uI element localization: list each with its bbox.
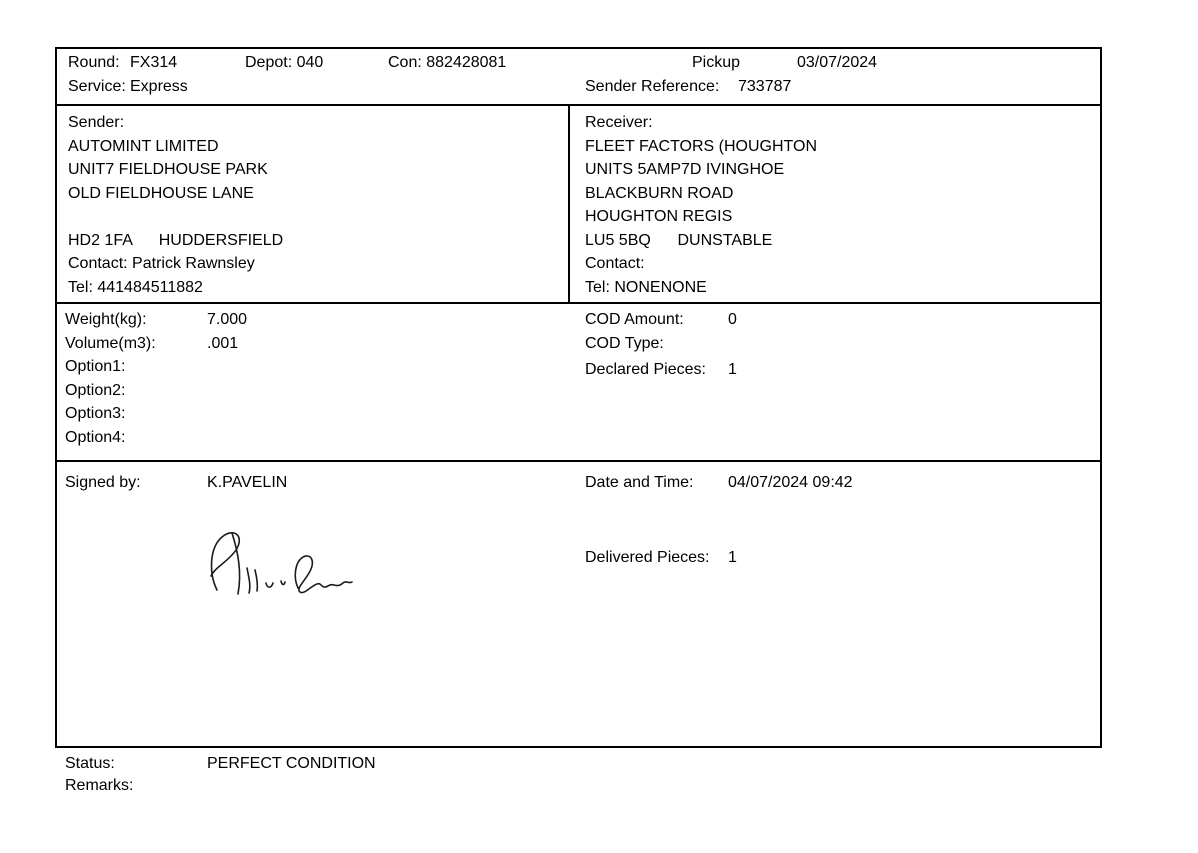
cod-type-row: [585, 332, 1100, 356]
shipment-details-cell: [57, 308, 570, 449]
parties-section: [57, 106, 1100, 304]
datetime-row: [585, 471, 1100, 494]
signature-section: [57, 462, 1100, 746]
delivery-note-box: [55, 47, 1102, 748]
signed-by-row: [65, 471, 570, 494]
pickup-date: 03/07/2024: [797, 54, 878, 71]
option2-row: [65, 379, 570, 403]
receiver-tel: [585, 276, 1090, 300]
sender-tel: [68, 276, 558, 300]
option2-label: Option2:: [65, 381, 126, 399]
sender-contact-value: Patrick Rawnsley: [132, 255, 255, 272]
round-value: FX314: [130, 54, 178, 71]
receiver-contact-label: Contact:: [585, 255, 645, 272]
sender-cell: [57, 106, 570, 302]
sender-tel-value: 441484511882: [97, 278, 203, 296]
sender-address-line: OLD FIELDHOUSE LANE: [68, 184, 254, 202]
receiver-address-line: UNITS 5AMP7D IVINGHOE: [585, 161, 785, 178]
receiver-tel-value: NONENONE: [614, 278, 707, 296]
cod-amount-value: 0: [728, 311, 737, 328]
delivered-pieces-row: [585, 546, 1100, 569]
volume-row: [65, 332, 570, 356]
cod-amount-row: [585, 308, 1100, 332]
option3-label: Option3:: [65, 405, 126, 422]
sender-address-line: [68, 205, 558, 229]
round-label: Round:: [68, 54, 120, 71]
receiver-address-line: LU5 5BQ DUNSTABLE: [585, 231, 773, 249]
signature-scribble: [205, 530, 355, 598]
sender-reference-value: 733787: [738, 78, 792, 95]
option1-label: Option1:: [65, 358, 126, 375]
cod-type-label: COD Type:: [585, 334, 664, 352]
volume-value: .001: [207, 334, 239, 352]
weight-label: Weight(kg):: [65, 311, 147, 328]
declared-pieces-value: 1: [728, 361, 737, 378]
service-value: Express: [130, 78, 188, 95]
option3-row: [65, 402, 570, 426]
declared-pieces-row: [585, 358, 1100, 382]
option4-row: [65, 426, 570, 450]
status-row: [65, 753, 376, 775]
sender-address-line: AUTOMINT LIMITED: [68, 137, 219, 155]
receiver-contact: [585, 252, 1090, 276]
sender-contact: [68, 252, 558, 276]
weight-value: 7.000: [207, 311, 248, 328]
sender-address-line: HD2 1FA HUDDERSFIELD: [68, 231, 284, 249]
signed-by-value: K.PAVELIN: [207, 474, 288, 491]
sender-title: Sender:: [68, 114, 125, 131]
option4-label: Option4:: [65, 428, 126, 446]
remarks-row: [65, 775, 376, 797]
receiver-address-line: FLEET FACTORS (HOUGHTON: [585, 137, 818, 155]
datetime-label: Date and Time:: [585, 474, 694, 491]
con-field: Con: 882428081: [388, 54, 507, 71]
status-section: [65, 753, 376, 797]
details-section: [57, 304, 1100, 462]
pickup-label: Pickup: [692, 54, 741, 71]
option1-row: [65, 355, 570, 379]
sender-contact-label: Contact:: [68, 255, 128, 272]
receiver-cell: [572, 106, 1100, 302]
receiver-tel-label: Tel:: [585, 278, 610, 296]
sender-address-line: UNIT7 FIELDHOUSE PARK: [68, 161, 268, 178]
weight-row: [65, 308, 570, 332]
delivered-pieces-label: Delivered Pieces:: [585, 549, 710, 566]
sender-reference-label: Sender Reference:: [585, 78, 720, 95]
declared-pieces-label: Declared Pieces:: [585, 361, 706, 378]
depot-field: Depot: 040: [245, 54, 324, 71]
signed-by-cell: [57, 471, 570, 494]
status-label: Status:: [65, 755, 115, 772]
volume-label: Volume(m3):: [65, 334, 156, 352]
datetime-value: 04/07/2024 09:42: [728, 474, 853, 491]
remarks-label: Remarks:: [65, 777, 134, 794]
cod-amount-label: COD Amount:: [585, 311, 684, 328]
receiver-address-line: BLACKBURN ROAD: [585, 184, 734, 202]
status-value: PERFECT CONDITION: [207, 755, 376, 772]
signed-by-label: Signed by:: [65, 474, 141, 491]
delivery-datetime-cell: [572, 471, 1100, 569]
receiver-title: Receiver:: [585, 114, 653, 131]
delivered-pieces-value: 1: [728, 549, 737, 566]
cod-details-cell: [572, 308, 1100, 382]
service-label: Service:: [68, 78, 126, 95]
sender-tel-label: Tel:: [68, 278, 93, 296]
header-section: [57, 49, 1100, 106]
receiver-address-line: HOUGHTON REGIS: [585, 208, 733, 225]
